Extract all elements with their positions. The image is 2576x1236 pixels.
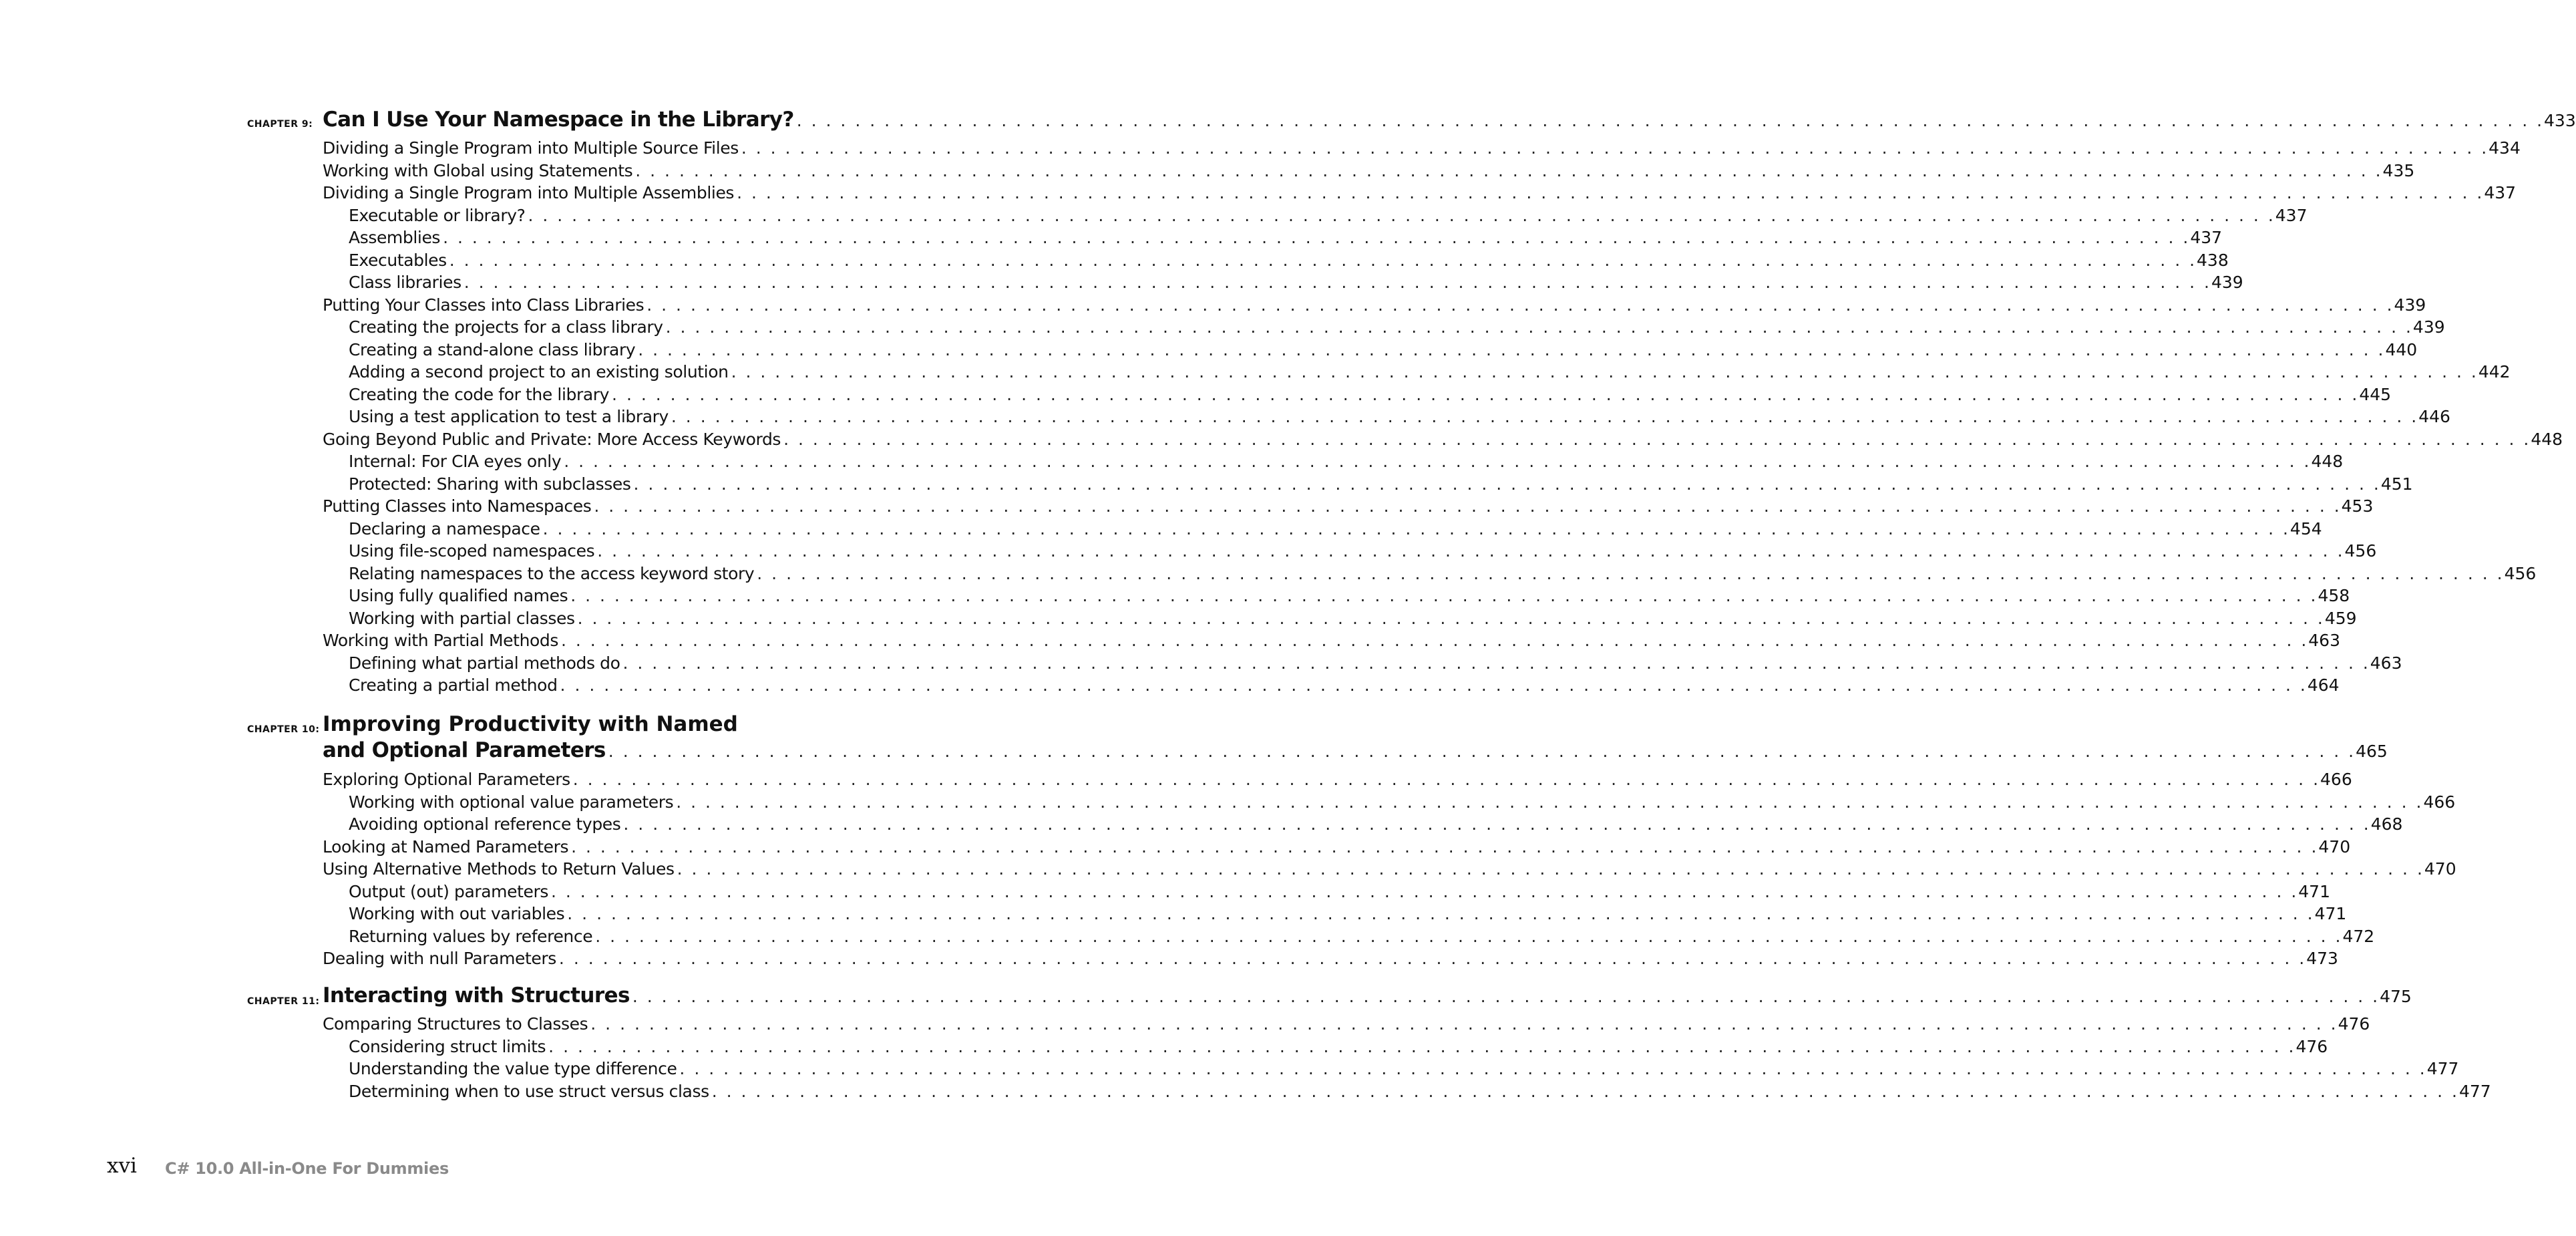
dot-leader: . . . . . . . . . . . . . . . . . . . . . . . . . . . . . . . . . . . . . . . . . . . . . . . . . . . . . . . . . . . . . . . . . . . . . . . . . . . . . . . . . . . . . . . . . . . . . . . . . . . . . . . . . . . . . . . . . . . . . . . . — [595, 926, 2343, 946]
toc-entry — [323, 316, 2445, 339]
toc-entry-text: Looking at Named Parameters — [323, 836, 569, 857]
toc-entry-page: 439 — [2412, 317, 2445, 337]
chapter-title-line — [323, 983, 2412, 1010]
dot-leader: . . . . . . . . . . . . . . . . . . . . . . . . . . . . . . . . . . . . . . . . . . . . . . . . . . . . . . . . . . . . . . . . . . . . . . . . . . . . . . . . . . . . . . . . . . . . . . . . . . . . . . . . . . . . . . . . . . . . . . . . — [741, 138, 2489, 158]
toc-entry — [323, 540, 2377, 563]
toc-entry — [323, 294, 2426, 317]
dot-leader: . . . . . . . . . . . . . . . . . . . . . . . . . . . . . . . . . . . . . . . . . . . . . . . . . . . . . . . . . . . . . . . . . . . . . . . . . . . . . . . . . . . . . . . . . . . . . . . . . . . . . . . . . . . . . . . . . . . . . . . . — [796, 111, 2545, 130]
toc-entry-page: 468 — [2370, 814, 2403, 834]
chapter-title — [323, 712, 2388, 764]
dot-leader: . . . . . . . . . . . . . . . . . . . . . . . . . . . . . . . . . . . . . . . . . . . . . . . . . . . . . . . . . . . . . . . . . . . . . . . . . . . . . . . . . . . . . . . . . . . . . . . . . . . . . . . . . . . . . . . . . . . . . . . . — [449, 250, 2197, 270]
toc-entry-text: Working with Global using Statements — [323, 160, 633, 180]
toc-entry-page: 476 — [2295, 1036, 2328, 1056]
toc-entry-text: Working with out variables — [349, 904, 565, 923]
chapter-title-line1: Improving Productivity with Named — [323, 712, 738, 736]
toc-entry — [323, 585, 2350, 607]
dot-leader: . . . . . . . . . . . . . . . . . . . . . . . . . . . . . . . . . . . . . . . . . . . . . . . . . . . . . . . . . . . . . . . . . . . . . . . . . . . . . . . . . . . . . . . . . . . . . . . . . . . . . . . . . . . . . . . . . . . . . . . . — [647, 295, 2394, 315]
toc-entry-text: Assemblies — [349, 228, 441, 247]
chapter-title-line — [323, 738, 2388, 764]
toc-entry-page: 463 — [2308, 631, 2340, 650]
toc-entry-text: Exploring Optional Parameters — [323, 770, 570, 789]
chapter-page-number: 475 — [2380, 987, 2412, 1006]
toc-entry-page: 464 — [2307, 675, 2340, 695]
toc-entry-text: Output (out) parameters — [349, 881, 548, 901]
toc-entry — [323, 1080, 2491, 1103]
toc-entry-text: Defining what partial methods do — [349, 653, 620, 673]
toc-entry — [323, 1013, 2370, 1036]
toc-entry — [323, 450, 2344, 473]
toc-entry-text: Creating a partial method — [349, 675, 558, 695]
toc-entry-page: 477 — [2426, 1059, 2459, 1078]
toc-entry-text: Determining when to use struct versus class — [349, 1081, 709, 1101]
toc-entry-text: Using Alternative Methods to Return Values — [323, 859, 675, 879]
toc-entry-text: Using fully qualified names — [349, 586, 568, 605]
toc-entry-page: 456 — [2504, 563, 2537, 583]
dot-leader: . . . . . . . . . . . . . . . . . . . . . . . . . . . . . . . . . . . . . . . . . . . . . . . . . . . . . . . . . . . . . . . . . . . . . . . . . . . . . . . . . . . . . . . . . . . . . . . . . . . . . . . . . . . . . . . . . . . . . . . . — [564, 452, 2312, 471]
toc-entry-page: 437 — [2275, 205, 2308, 225]
toc-entry-page: 435 — [2382, 160, 2415, 180]
dot-leader: . . . . . . . . . . . . . . . . . . . . . . . . . . . . . . . . . . . . . . . . . . . . . . . . . . . . . . . . . . . . . . . . . . . . . . . . . . . . . . . . . . . . . . . . . . . . . . . . . . . . . . . . . . . . . . . . . . . . . . . . — [665, 317, 2413, 337]
dot-leader: . . . . . . . . . . . . . . . . . . . . . . . . . . . . . . . . . . . . . . . . . . . . . . . . . . . . . . . . . . . . . . . . . . . . . . . . . . . . . . . . . . . . . . . . . . . . . . . . . . . . . . . . . . . . . . . . . . . . . . . . — [570, 586, 2318, 605]
toc-entry-page: 466 — [2320, 770, 2352, 789]
toc-entry-page: 454 — [2289, 518, 2322, 538]
dot-leader: . . . . . . . . . . . . . . . . . . . . . . . . . . . . . . . . . . . . . . . . . . . . . . . . . . . . . . . . . . . . . . . . . . . . . . . . . . . . . . . . . . . . . . . . . . . . . . . . . . . . . . . . . . . . . . . . . . . . . . . . — [567, 904, 2315, 923]
chapter-label: CHAPTER 11: — [247, 996, 320, 1007]
toc-entry — [323, 249, 2229, 272]
toc-entry-text: Considering struct limits — [349, 1036, 546, 1056]
toc-entry-page: 472 — [2342, 926, 2375, 946]
toc-entry — [323, 160, 2415, 182]
toc-entry-text: Understanding the value type difference — [349, 1059, 677, 1078]
toc-entry-page: 437 — [2484, 183, 2517, 202]
toc-entry-page: 446 — [2418, 407, 2450, 426]
toc-entry — [323, 383, 2392, 406]
toc-entry — [323, 881, 2330, 903]
toc-entry — [323, 495, 2374, 518]
toc-entry — [323, 428, 2563, 451]
toc-entry-page: 473 — [2306, 949, 2338, 968]
toc-entry-text: Dividing a Single Program into Multiple Source Files — [323, 138, 739, 158]
entry-list — [323, 1013, 2491, 1102]
toc-entry-text: Executables — [349, 250, 447, 270]
toc-entry — [323, 204, 2308, 227]
toc-entry-page: 439 — [2394, 295, 2426, 315]
toc-entry — [323, 1036, 2328, 1058]
dot-leader: . . . . . . . . . . . . . . . . . . . . . . . . . . . . . . . . . . . . . . . . . . . . . . . . . . . . . . . . . . . . . . . . . . . . . . . . . . . . . . . . . . . . . . . . . . . . . . . . . . . . . . . . . . . . . . . . . . . . . . . . — [597, 541, 2345, 561]
toc-entry — [323, 791, 2456, 814]
dot-leader: . . . . . . . . . . . . . . . . . . . . . . . . . . . . . . . . . . . . . . . . . . . . . . . . . . . . . . . . . . . . . . . . . . . . . . . . . . . . . . . . . . . . . . . . . . . . . . . . . . . . . . . . . . . . . . . . . . . . . . . . — [677, 859, 2424, 879]
toc-entry-text: Protected: Sharing with subclasses — [349, 474, 631, 494]
dot-leader: . . . . . . . . . . . . . . . . . . . . . . . . . . . . . . . . . . . . . . . . . . . . . . . . . . . . . . . . . . . . . . . . . . . . . . . . . . . . . . . . . . . . . . . . . . . . . . . . . . . . . . . . . . . . . . . . . . . . . . . . — [623, 814, 2371, 834]
toc-entry-page: 476 — [2338, 1014, 2370, 1034]
dot-leader: . . . . . . . . . . . . . . . . . . . . . . . . . . . . . . . . . . . . . . . . . . . . . . . . . . . . . . . . . . . . . . . . . . . . . . . . . . . . . . . . . . . . . . . . . . . . . . . . . . . . . . . . . . . . . . . . . . . . . . . . — [783, 429, 2531, 449]
dot-leader: . . . . . . . . . . . . . . . . . . . . . . . . . . . . . . . . . . . . . . . . . . . . . . . . . . . . . . . . . . . . . . . . . . . . . . . . . . . . . . . . . . . . . . . . . . . . . . . . . . . . . . . . . . . . . . . . . . . . . . . . — [443, 228, 2191, 247]
toc-entry-text: Using a test application to test a library — [349, 407, 669, 426]
dot-leader: . . . . . . . . . . . . . . . . . . . . . . . . . . . . . . . . . . . . . . . . . . . . . . . . . . . . . . . . . . . . . . . . . . . . . . . . . . . . . . . . . . . . . . . . . . . . . . . . . . . . . . . . . . . . . . . . . . . . . . . . — [711, 1081, 2459, 1101]
toc-entry — [323, 768, 2352, 791]
toc-entry-page: 459 — [2324, 608, 2357, 628]
toc-entry-text: Working with partial classes — [349, 608, 575, 628]
toc-entry — [323, 182, 2517, 204]
toc-entry-text: Creating a stand-alone class library — [349, 339, 636, 359]
toc-entry — [323, 137, 2521, 160]
toc-entry — [323, 858, 2456, 881]
dot-leader: . . . . . . . . . . . . . . . . . . . . . . . . . . . . . . . . . . . . . . . . . . . . . . . . . . . . . . . . . . . . . . . . . . . . . . . . . . . . . . . . . . . . . . . . . . . . . . . . . . . . . . . . . . . . . . . . . . . . . . . . — [757, 563, 2505, 583]
dot-leader: . . . . . . . . . . . . . . . . . . . . . . . . . . . . . . . . . . . . . . . . . . . . . . . . . . . . . . . . . . . . . . . . . . . . . . . . . . . . . . . . . . . . . . . . . . . . . . . . . . . . . . . . . . . . . . . . . . . . . . . . — [558, 949, 2307, 968]
toc-entry-page: 448 — [2311, 452, 2344, 471]
entry-list — [323, 768, 2456, 970]
dot-leader: . . . . . . . . . . . . . . . . . . . . . . . . . . . . . . . . . . . . . . . . . . . . . . . . . . . . . . . . . . . . . . . . . . . . . . . . . . . . . . . . . . . . . . . . . . . . . . . . . . . . . . . . . . . . . . . . . . . . . . . . — [561, 631, 2309, 650]
toc-entry — [323, 947, 2338, 970]
toc-entry-page: 453 — [2341, 496, 2374, 516]
dot-leader: . . . . . . . . . . . . . . . . . . . . . . . . . . . . . . . . . . . . . . . . . . . . . . . . . . . . . . . . . . . . . . . . . . . . . . . . . . . . . . . . . . . . . . . . . . . . . . . . . . . . . . . . . . . . . . . . . . . . . . . . — [551, 881, 2299, 901]
toc-entry — [323, 361, 2511, 383]
dot-leader: . . . . . . . . . . . . . . . . . . . . . . . . . . . . . . . . . . . . . . . . . . . . . . . . . . . . . . . . . . . . . . . . . . . . . . . . . . . . . . . . . . . . . . . . . . . . . . . . . . . . . . . . . . . . . . . . . . . . . . . . — [542, 518, 2290, 538]
toc-entry — [323, 226, 2223, 249]
toc-entry-page: 466 — [2423, 792, 2456, 812]
toc-entry — [323, 473, 2413, 496]
dot-leader: . . . . . . . . . . . . . . . . . . . . . . . . . . . . . . . . . . . . . . . . . . . . . . . . . . . . . . . . . . . . . . . . . . . . . . . . . . . . . . . . . . . . . . . . . . . . . . . . . . . . . . . . . . . . . . . . . . . . . . . . — [632, 987, 2380, 1006]
dot-leader: . . . . . . . . . . . . . . . . . . . . . . . . . . . . . . . . . . . . . . . . . . . . . . . . . . . . . . . . . . . . . . . . . . . . . . . . . . . . . . . . . . . . . . . . . . . . . . . . . . . . . . . . . . . . . . . . . . . . . . . . — [594, 496, 2342, 516]
toc-entry-text: Putting Classes into Namespaces — [323, 496, 592, 516]
toc-entry-text: Class libraries — [349, 273, 462, 292]
toc-entry-text: Dealing with null Parameters — [323, 949, 556, 968]
dot-leader: . . . . . . . . . . . . . . . . . . . . . . . . . . . . . . . . . . . . . . . . . . . . . . . . . . . . . . . . . . . . . . . . . . . . . . . . . . . . . . . . . . . . . . . . . . . . . . . . . . . . . . . . . . . . . . . . . . . . . . . . — [548, 1036, 2296, 1056]
toc-entry-page: 458 — [2318, 586, 2350, 605]
dot-leader: . . . . . . . . . . . . . . . . . . . . . . . . . . . . . . . . . . . . . . . . . . . . . . . . . . . . . . . . . . . . . . . . . . . . . . . . . . . . . . . . . . . . . . . . . . . . . . . . . . . . . . . . . . . . . . . . . . . . . . . . — [731, 362, 2478, 381]
dot-leader: . . . . . . . . . . . . . . . . . . . . . . . . . . . . . . . . . . . . . . . . . . . . . . . . . . . . . . . . . . . . . . . . . . . . . . . . . . . . . . . . . . . . . . . . . . . . . . . . . . . . . . . . . . . . . . . . . . . . . . . . — [671, 407, 2419, 426]
toc-entry-text: Relating namespaces to the access keyword story — [349, 563, 755, 583]
chapter-title — [323, 983, 2412, 1010]
toc-entry-page: 439 — [2211, 273, 2243, 292]
footer-page-number: xvi — [107, 1154, 137, 1178]
toc-entry-text: Dividing a Single Program into Multiple Assemblies — [323, 183, 735, 202]
toc-entry-text: Going Beyond Public and Private: More Access Keywords — [323, 429, 781, 449]
toc-entry-page: 434 — [2489, 138, 2521, 158]
toc-entry — [323, 406, 2450, 428]
toc-entry-page: 470 — [2424, 859, 2456, 879]
toc-entry-text: Adding a second project to an existing solution — [349, 362, 729, 381]
toc-entry-page: 440 — [2385, 339, 2418, 359]
toc-entry — [323, 925, 2375, 948]
toc-entry-text: Executable or library? — [349, 205, 526, 225]
toc-entry — [323, 813, 2403, 836]
toc-entry-text: Returning values by reference — [349, 926, 593, 946]
dot-leader: . . . . . . . . . . . . . . . . . . . . . . . . . . . . . . . . . . . . . . . . . . . . . . . . . . . . . . . . . . . . . . . . . . . . . . . . . . . . . . . . . . . . . . . . . . . . . . . . . . . . . . . . . . . . . . . . . . . . . . . . — [638, 339, 2386, 359]
chapter-label: CHAPTER 9: — [247, 119, 313, 130]
toc-entry-page: 451 — [2380, 474, 2413, 494]
dot-leader: . . . . . . . . . . . . . . . . . . . . . . . . . . . . . . . . . . . . . . . . . . . . . . . . . . . . . . . . . . . . . . . . . . . . . . . . . . . . . . . . . . . . . . . . . . . . . . . . . . . . . . . . . . . . . . . . . . . . . . . . — [622, 653, 2370, 673]
toc-entry — [323, 271, 2243, 294]
dot-leader: . . . . . . . . . . . . . . . . . . . . . . . . . . . . . . . . . . . . . . . . . . . . . . . . . . . . . . . . . . . . . . . . . . . . . . . . . . . . . . . . . . . . . . . . . . . . . . . . . . . . . . . . . . . . . . . . . . . . . . . . — [590, 1014, 2338, 1034]
chapter-title-line — [323, 107, 2576, 134]
dot-leader: . . . . . . . . . . . . . . . . . . . . . . . . . . . . . . . . . . . . . . . . . . . . . . . . . . . . . . . . . . . . . . . . . . . . . . . . . . . . . . . . . . . . . . . . . . . . . . . . . . . . . . . . . . . . . . . . . . . . . . . . — [528, 205, 2275, 225]
toc-entry-page: 463 — [2370, 653, 2402, 673]
chapter-title — [323, 107, 2576, 134]
toc-entry-page: 445 — [2359, 384, 2392, 404]
dot-leader: . . . . . . . . . . . . . . . . . . . . . . . . . . . . . . . . . . . . . . . . . . . . . . . . . . . . . . . . . . . . . . . . . . . . . . . . . . . . . . . . . . . . . . . . . . . . . . . . . . . . . . . . . . . . . . . . . . . . . . . . — [577, 608, 2325, 628]
toc-entry-page: 438 — [2197, 250, 2229, 270]
chapter-page-number: 465 — [2356, 742, 2388, 761]
toc-entry — [323, 563, 2537, 585]
chapter-title-text: Can I Use Your Namespace in the Library? — [323, 108, 794, 132]
toc-entry-page: 470 — [2318, 836, 2351, 857]
toc-entry — [323, 629, 2340, 652]
toc-entry — [323, 652, 2402, 675]
dot-leader: . . . . . . . . . . . . . . . . . . . . . . . . . . . . . . . . . . . . . . . . . . . . . . . . . . . . . . . . . . . . . . . . . . . . . . . . . . . . . . . . . . . . . . . . . . . . . . . . . . . . . . . . . . . . . . . . . . . . . . . . — [560, 675, 2308, 695]
toc-entry — [323, 674, 2340, 697]
toc-entry-text: Creating the projects for a class library — [349, 317, 663, 337]
chapter-label: CHAPTER 10: — [247, 724, 320, 735]
toc-entry-text: Putting Your Classes into Class Libraries — [323, 295, 645, 315]
toc-entry — [323, 836, 2351, 859]
toc-entry-page: 471 — [2314, 904, 2347, 923]
toc-entry — [323, 903, 2347, 925]
toc-entry-text: Comparing Structures to Classes — [323, 1014, 588, 1034]
chapter-title-text: Interacting with Structures — [323, 983, 630, 1008]
toc-entry — [323, 518, 2322, 540]
footer-book-title: C# 10.0 All-in-One For Dummies — [165, 1159, 449, 1178]
toc-entry-page: 456 — [2344, 541, 2377, 561]
dot-leader: . . . . . . . . . . . . . . . . . . . . . . . . . . . . . . . . . . . . . . . . . . . . . . . . . . . . . . . . . . . . . . . . . . . . . . . . . . . . . . . . . . . . . . . . . . . . . . . . . . . . . . . . . . . . . . . . . . . . . . . . — [608, 742, 2356, 761]
dot-leader: . . . . . . . . . . . . . . . . . . . . . . . . . . . . . . . . . . . . . . . . . . . . . . . . . . . . . . . . . . . . . . . . . . . . . . . . . . . . . . . . . . . . . . . . . . . . . . . . . . . . . . . . . . . . . . . . . . . . . . . . — [676, 792, 2424, 812]
toc-entry-text: Working with Partial Methods — [323, 631, 558, 650]
dot-leader: . . . . . . . . . . . . . . . . . . . . . . . . . . . . . . . . . . . . . . . . . . . . . . . . . . . . . . . . . . . . . . . . . . . . . . . . . . . . . . . . . . . . . . . . . . . . . . . . . . . . . . . . . . . . . . . . . . . . . . . . — [572, 770, 2321, 789]
toc-entry-page: 471 — [2298, 881, 2330, 901]
toc-entry-text: Creating the code for the library — [349, 384, 610, 404]
entry-list — [323, 137, 2563, 697]
dot-leader: . . . . . . . . . . . . . . . . . . . . . . . . . . . . . . . . . . . . . . . . . . . . . . . . . . . . . . . . . . . . . . . . . . . . . . . . . . . . . . . . . . . . . . . . . . . . . . . . . . . . . . . . . . . . . . . . . . . . . . . . — [633, 474, 2381, 494]
toc-entry-text: Using file-scoped namespaces — [349, 541, 595, 561]
toc-entry — [323, 1058, 2459, 1080]
toc-entry — [323, 339, 2418, 361]
dot-leader: . . . . . . . . . . . . . . . . . . . . . . . . . . . . . . . . . . . . . . . . . . . . . . . . . . . . . . . . . . . . . . . . . . . . . . . . . . . . . . . . . . . . . . . . . . . . . . . . . . . . . . . . . . . . . . . . . . . . . . . . — [464, 273, 2211, 292]
toc-entry-text: Declaring a namespace — [349, 518, 540, 538]
toc-entry-page: 437 — [2190, 228, 2223, 247]
dot-leader: . . . . . . . . . . . . . . . . . . . . . . . . . . . . . . . . . . . . . . . . . . . . . . . . . . . . . . . . . . . . . . . . . . . . . . . . . . . . . . . . . . . . . . . . . . . . . . . . . . . . . . . . . . . . . . . . . . . . . . . . — [679, 1059, 2427, 1078]
toc-entry-text: Internal: For CIA eyes only — [349, 452, 562, 471]
chapter-page-number: 433 — [2544, 111, 2576, 130]
dot-leader: . . . . . . . . . . . . . . . . . . . . . . . . . . . . . . . . . . . . . . . . . . . . . . . . . . . . . . . . . . . . . . . . . . . . . . . . . . . . . . . . . . . . . . . . . . . . . . . . . . . . . . . . . . . . . . . . . . . . . . . . — [635, 160, 2383, 180]
toc-entry-text: Working with optional value parameters — [349, 792, 674, 812]
toc-entry-text: Avoiding optional reference types — [349, 814, 621, 834]
dot-leader: . . . . . . . . . . . . . . . . . . . . . . . . . . . . . . . . . . . . . . . . . . . . . . . . . . . . . . . . . . . . . . . . . . . . . . . . . . . . . . . . . . . . . . . . . . . . . . . . . . . . . . . . . . . . . . . . . . . . . . . . — [612, 384, 2360, 404]
chapter-title-text: and Optional Parameters — [323, 738, 606, 762]
toc-entry-page: 448 — [2531, 429, 2563, 449]
toc-entry-page: 477 — [2459, 1081, 2491, 1101]
toc-entry — [323, 607, 2357, 630]
toc-entry-page: 442 — [2478, 362, 2511, 381]
dot-leader: . . . . . . . . . . . . . . . . . . . . . . . . . . . . . . . . . . . . . . . . . . . . . . . . . . . . . . . . . . . . . . . . . . . . . . . . . . . . . . . . . . . . . . . . . . . . . . . . . . . . . . . . . . . . . . . . . . . . . . . . — [571, 836, 2319, 857]
dot-leader: . . . . . . . . . . . . . . . . . . . . . . . . . . . . . . . . . . . . . . . . . . . . . . . . . . . . . . . . . . . . . . . . . . . . . . . . . . . . . . . . . . . . . . . . . . . . . . . . . . . . . . . . . . . . . . . . . . . . . . . . — [737, 183, 2485, 202]
